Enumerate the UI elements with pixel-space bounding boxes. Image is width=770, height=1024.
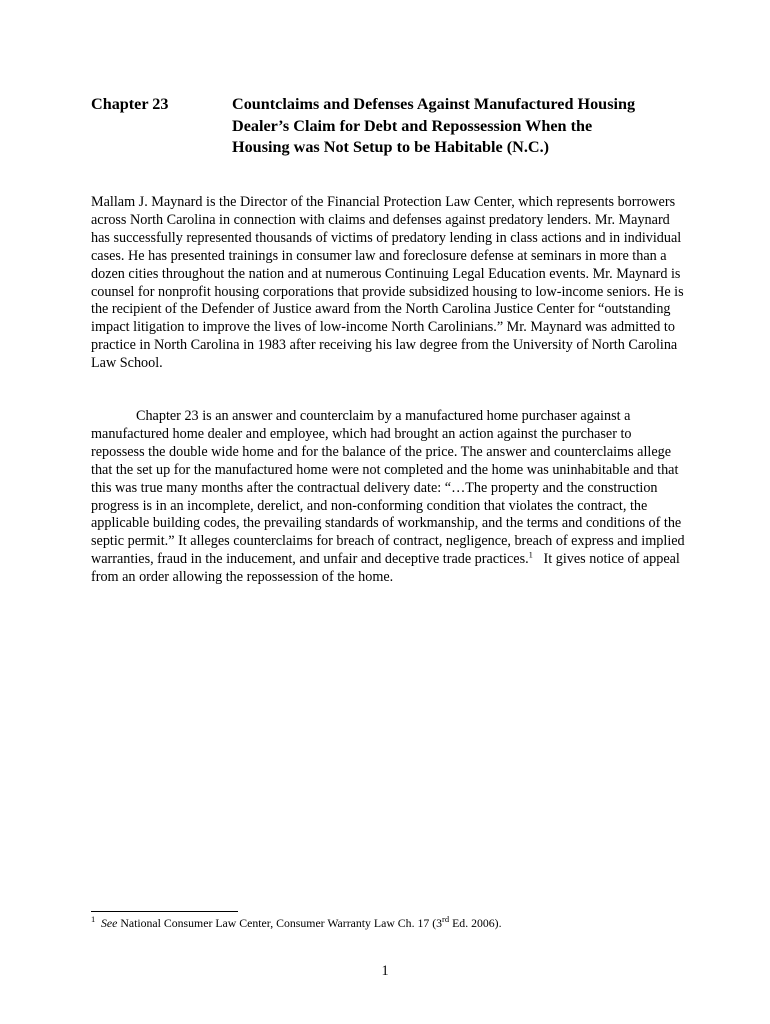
chapter-title-line: Dealer’s Claim for Debt and Repossession When the bbox=[232, 116, 593, 135]
footnote-separator bbox=[91, 911, 238, 912]
footnote-text: National Consumer Law Center, Consumer Warranty Law Ch. 17 (3 bbox=[117, 916, 443, 930]
chapter-label: Chapter 23 bbox=[91, 95, 169, 113]
author-bio-paragraph: Mallam J. Maynard is the Director of the Financial Protection Law Center, which represents borrowers across North Carolina in connection with claims and defenses against predatory lenders. Mr. Maynard has successfully represented thousands of victims of predatory lending in class actions and in individual cases. He has presented trainings in consumer law and foreclosure defense at seminars in more than a dozen cities throughout the nation and at numerous Continuing Legal Education events. Mr. Maynard is counsel for nonprofit housing corporations that provide subsidized housing to low-income seniors. He is the recipient of the Defender of Justice award from the North Carolina Justice Center for “outstanding impact litigation to improve the lives of low-income North Carolinians.” Mr. Maynard was admitted to practice in North Carolina in 1983 after receiving his law degree from the University of North Carolina Law School. bbox=[91, 194, 684, 372]
chapter-title bbox=[232, 94, 682, 159]
footnote: 1 See National Consumer Law Center, Consumer Warranty Law Ch. 17 (3rd Ed. 2006). bbox=[91, 914, 502, 930]
footnote-reference[interactable]: 1 bbox=[528, 549, 533, 560]
summary-text-end: It gives notice of appeal from an order allowing the repossession of the home. bbox=[91, 551, 684, 586]
page-number: 1 bbox=[381, 963, 389, 979]
chapter-summary-paragraph bbox=[91, 408, 685, 587]
chapter-title-line: Housing was Not Setup to be Habitable (N.C.) bbox=[232, 138, 550, 156]
summary-text: Chapter 23 is an answer and counterclaim by a manufactured home purchaser against a manufactured home dealer and employee, which had brought an action against the purchaser to repossess the double wide home and for the balance of the price. The answer and counterclaims allege that the set up for the manufactured home were not completed and the home was uninhabitable and that this was true many months after the contractual delivery date: “…The property and the construction progress is in an incomplete, derelict, and non-conforming condition that violates the contract, the applicable building codes, the prevailing standards of workmanship, and the terms and conditions of the septic permit.” It alleges counterclaims for breach of contract, negligence, breach of express and implied warranties, fraud in the inducement, and unfair and deceptive trade practices. bbox=[91, 408, 685, 568]
footnote-text-end: Ed. 2006). bbox=[449, 916, 502, 930]
chapter-title-line: Countclaims and Defenses Against Manufactured Housing bbox=[232, 95, 636, 113]
footnote-ordinal-suffix: rd bbox=[442, 914, 450, 925]
footnote-signal: See bbox=[101, 916, 118, 930]
